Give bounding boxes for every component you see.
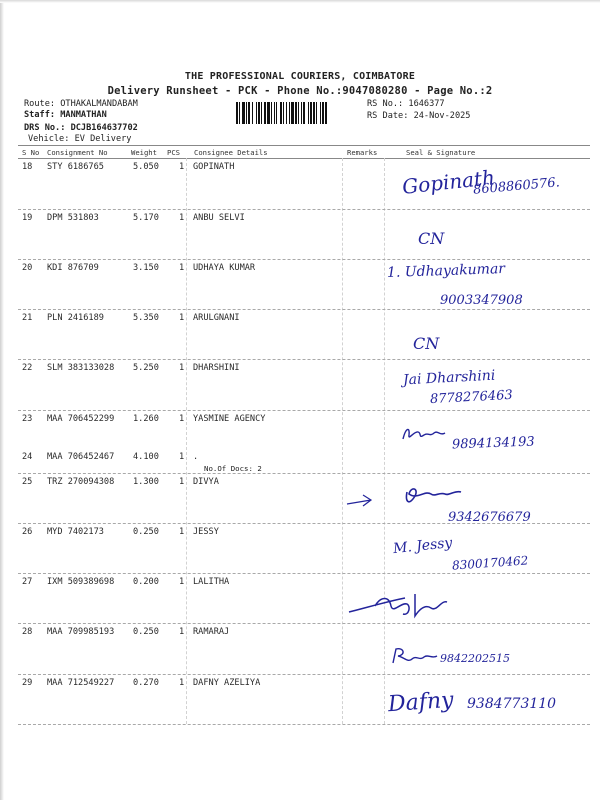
row-weight: 0.250: [133, 627, 159, 637]
row-consignee: DAFNY AZELIYA: [193, 678, 261, 688]
row-consignment: PLN 2416189: [47, 313, 104, 323]
row-sno: 25: [22, 477, 33, 487]
row-pcs: 1: [179, 363, 185, 373]
row-consignee: UDHAYA KUMAR: [193, 263, 256, 273]
signature-phone: 9003347908: [440, 293, 523, 308]
table-top-rule: [18, 145, 590, 146]
signature-scribble: [345, 588, 455, 624]
row-sno: 24: [22, 452, 33, 462]
row-consignment: KDI 876709: [47, 263, 99, 273]
row-weight: 5.170: [133, 213, 159, 223]
row-sno: 20: [22, 263, 33, 273]
row-weight: 0.200: [133, 577, 159, 587]
row-sno: 22: [22, 363, 33, 373]
runsheet-title: Delivery Runsheet - PCK - Phone No.:9047080280 - Page No.:2: [107, 85, 493, 97]
row-consignee: .: [193, 452, 199, 462]
no-of-docs: No.Of Docs: 2: [204, 464, 262, 473]
row-consignment: SLM 383133028: [47, 363, 115, 373]
row-pcs: 1: [179, 414, 185, 424]
row-consignee: ANBU SELVI: [193, 213, 245, 223]
col-head-consignment: Consignment No: [47, 148, 108, 157]
row-consignment: MAA 709985193: [47, 627, 115, 637]
row-weight: 1.260: [133, 414, 159, 424]
row-weight: 0.250: [133, 527, 159, 537]
signature-scribble: [345, 482, 465, 512]
row-consignee: GOPINATH: [193, 162, 235, 172]
row-pcs: 1: [179, 162, 185, 172]
signature-name: 1. Udhayakumar: [386, 260, 506, 282]
row-weight: 5.350: [133, 313, 159, 323]
row-sno: 21: [22, 313, 33, 323]
row-consignee: LALITHA: [193, 577, 230, 587]
row-consignee: ARULGNANI: [193, 313, 240, 323]
signature-phone: 9384773110: [467, 696, 557, 712]
row-pcs: 1: [179, 313, 185, 323]
row-consignment: MAA 706452467: [47, 452, 115, 462]
row-divider: [18, 724, 590, 725]
row-sno: 29: [22, 678, 33, 688]
row-pcs: 1: [179, 213, 185, 223]
row-consignee: RAMARAJ: [193, 627, 230, 637]
signature-phone: 9894134193: [451, 434, 535, 453]
signature-name: Jai Dharshini: [402, 367, 496, 389]
rs-date: RS Date: 24-Nov-2025: [367, 111, 471, 121]
row-consignment: STY 6186765: [47, 162, 104, 172]
signature-scribble: [390, 645, 440, 667]
row-consignment: TRZ 270094308: [47, 477, 115, 487]
col-head-weight: Weight: [131, 148, 157, 157]
row-consignee: JESSY: [193, 527, 219, 537]
row-sno: 28: [22, 627, 33, 637]
row-pcs: 1: [179, 577, 185, 587]
col-head-sno: S No: [22, 148, 40, 157]
row-consignee: DIVYA: [193, 477, 219, 487]
row-consignee: DHARSHINI: [193, 363, 240, 373]
row-consignee: YASMINE AGENCY: [193, 414, 266, 424]
col-head-pcs: PCS: [167, 148, 180, 157]
signature-scribble: [400, 423, 448, 445]
signature-name: Gopinath: [401, 165, 496, 199]
signature-phone: 8778276463: [429, 387, 514, 408]
signature-mark: CN: [418, 229, 445, 248]
company-title: THE PROFESSIONAL COURIERS, COIMBATORE: [184, 71, 416, 82]
row-sno: 19: [22, 213, 33, 223]
row-consignment: MAA 706452299: [47, 414, 115, 424]
col-head-remarks: Remarks: [347, 148, 378, 157]
drs-number: DRS No.: DCJB164637702: [24, 123, 138, 133]
row-sno: 23: [22, 414, 33, 424]
row-sno: 18: [22, 162, 33, 172]
row-weight: 3.150: [133, 263, 159, 273]
row-weight: 0.270: [133, 678, 159, 688]
signature-phone: 8300170462: [451, 553, 529, 573]
row-weight: 1.300: [133, 477, 159, 487]
row-pcs: 1: [179, 678, 185, 688]
staff-label: Staff: MANMATHAN: [24, 110, 107, 120]
row-sno: 26: [22, 527, 33, 537]
row-consignment: MAA 712549227: [47, 678, 115, 688]
row-consignment: MYD 7402173: [47, 527, 104, 537]
row-pcs: 1: [179, 627, 185, 637]
row-pcs: 1: [179, 452, 185, 462]
barcode-image: [236, 102, 362, 124]
row-pcs: 1: [179, 477, 185, 487]
signature-mark: CN: [413, 334, 440, 353]
row-consignment: IXM 509389698: [47, 577, 115, 587]
row-sno: 27: [22, 577, 33, 587]
signature-phone: 8608860576.: [472, 175, 561, 198]
vehicle-label: Vehicle: EV Delivery: [28, 134, 132, 144]
row-weight: 5.250: [133, 363, 159, 373]
signature-name: M. Jessy: [392, 534, 454, 558]
col-head-details: Consignee Details: [194, 148, 268, 157]
row-pcs: 1: [179, 527, 185, 537]
route-label: Route: OTHAKALMANDABAM: [24, 99, 138, 109]
row-pcs: 1: [179, 263, 185, 273]
signature-phone: 9342676679: [448, 510, 531, 525]
row-consignment: DPM 531803: [47, 213, 99, 223]
rs-number: RS No.: 1646377: [367, 99, 445, 109]
signature-phone: 9842202515: [440, 652, 510, 665]
row-weight: 4.100: [133, 452, 159, 462]
signature-name: Dafny: [387, 687, 455, 718]
scan-edge-top: [0, 0, 600, 3]
row-weight: 5.050: [133, 162, 159, 172]
col-head-signature: Seal & Signature: [406, 148, 476, 157]
